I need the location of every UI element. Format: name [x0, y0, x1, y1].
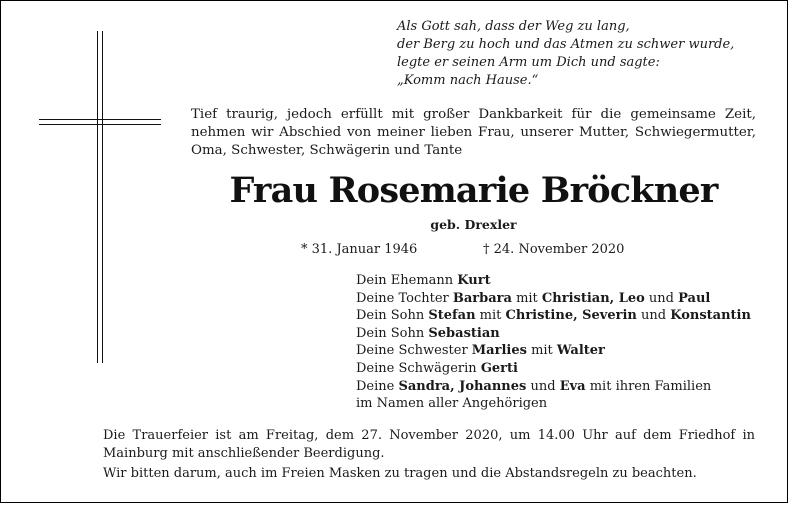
- mourner-line: [356, 342, 751, 360]
- mourner-name: Marlies: [471, 343, 527, 359]
- intro-line: Tief traurig, jedoch erfüllt mit großer Dankbarkeit für die gemeinsame Zeit,: [191, 107, 756, 122]
- mourner-text: mit: [475, 308, 506, 324]
- mourners-list: [356, 272, 751, 413]
- poem-line: legte er seinen Arm um Dich und sagte:: [397, 55, 660, 70]
- mourner-line: [356, 290, 751, 308]
- deceased-name: Frau Rosemarie Bröckner: [229, 170, 718, 211]
- mourner-line: [356, 325, 751, 343]
- life-dates: [301, 242, 625, 257]
- mourner-text: Deine Schwester: [356, 343, 472, 359]
- mourner-text: Deine Schwägerin: [356, 360, 481, 376]
- mourner-line: [356, 272, 751, 290]
- funeral-info: [103, 427, 755, 483]
- mourner-text: mit: [511, 290, 542, 306]
- intro-text: [191, 106, 756, 160]
- mourner-name: Paul: [678, 290, 711, 306]
- death-date: † 24. November 2020: [483, 242, 625, 257]
- mourner-name: Walter: [556, 343, 605, 359]
- mask-notice: Wir bitten darum, auch im Freien Masken zu tragen und die Abstandsregeln zu beachten.: [103, 466, 697, 481]
- poem-line: der Berg zu hoch und das Atmen zu schwer wurde,: [397, 37, 735, 52]
- mourner-name: Konstantin: [670, 308, 751, 324]
- birth-date: * 31. Januar 1946: [301, 242, 418, 257]
- cross-icon: [39, 31, 161, 371]
- mourner-text: Dein Sohn: [356, 325, 429, 341]
- mourner-name: Sebastian: [428, 325, 500, 341]
- mourner-name: Sandra, Johannes: [398, 378, 527, 394]
- intro-line: nehmen wir Abschied von meiner lieben Frau, unserer Mutter, Schwiegermutter,: [191, 125, 756, 140]
- funeral-info-line: Die Trauerfeier ist am Freitag, dem 27. November 2020, um 14.00 Uhr auf dem Friedhof in: [103, 428, 755, 443]
- mourner-text: und: [636, 308, 671, 324]
- intro-line: Oma, Schwester, Schwägerin und Tante: [191, 143, 463, 158]
- mourner-name: Kurt: [457, 273, 491, 288]
- mourner-name: Barbara: [452, 290, 512, 306]
- poem-line: Als Gott sah, dass der Weg zu lang,: [397, 19, 630, 34]
- mourner-text: Deine Tochter: [356, 290, 453, 306]
- poem: [397, 18, 777, 90]
- poem-line: „Komm nach Hause.“: [397, 73, 539, 88]
- mourner-text: Deine: [356, 378, 399, 394]
- mourner-line: [356, 378, 751, 396]
- mourner-name: Christine, Severin: [505, 308, 637, 324]
- mourner-text: und: [526, 378, 560, 394]
- mourner-text: Dein Sohn: [356, 308, 429, 324]
- mourner-line: [356, 307, 751, 325]
- mourner-text: mit: [526, 343, 557, 359]
- mourner-name: Gerti: [480, 360, 518, 376]
- mourner-text: im Namen aller Angehörigen: [356, 396, 548, 412]
- mourner-name: Stefan: [428, 308, 476, 324]
- mourner-name: Eva: [559, 378, 586, 394]
- mourner-text: und: [644, 290, 679, 306]
- mourner-name: Christian, Leo: [541, 290, 645, 306]
- maiden-name: geb. Drexler: [430, 217, 517, 232]
- mourner-text: Dein Ehemann: [356, 273, 458, 288]
- funeral-info-line: Mainburg mit anschließender Beerdigung.: [103, 446, 385, 461]
- mourner-line: [356, 360, 751, 378]
- mourner-text: mit ihren Familien: [585, 378, 712, 394]
- mourner-line: [356, 395, 751, 413]
